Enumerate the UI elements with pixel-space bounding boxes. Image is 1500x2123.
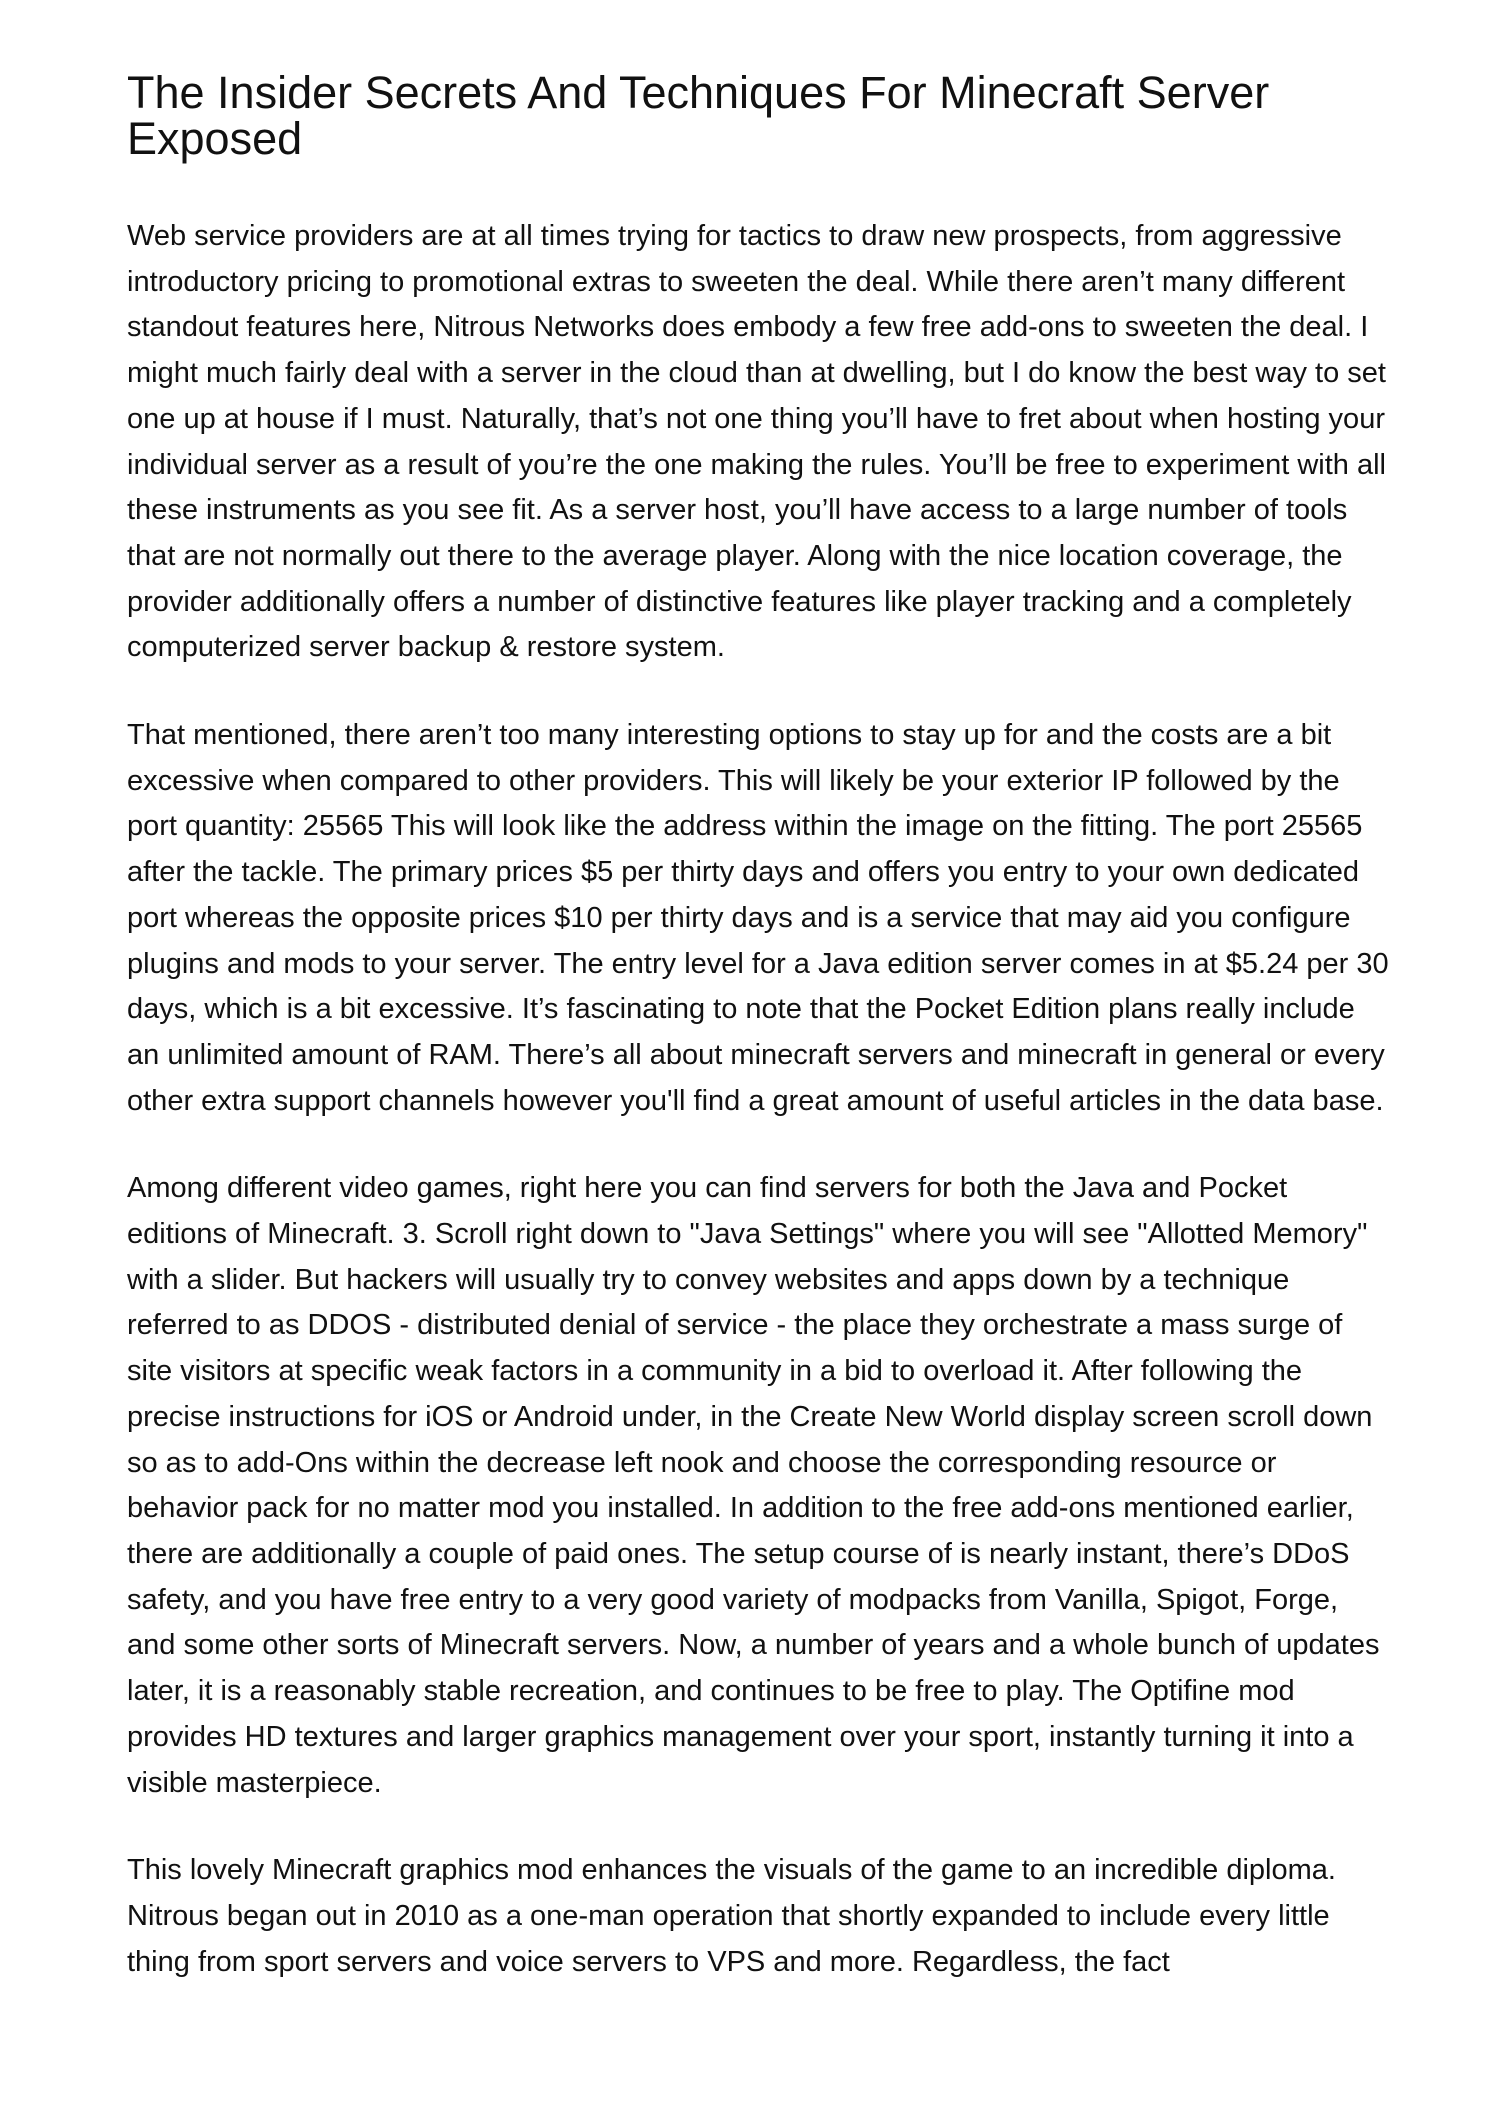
paragraph-1: Web service providers are at all times trying for tactics to draw new prospects, from aggressive introductory pricing to promotional extras to sweeten the deal. While there aren’t many different standout features here, Nitrous Networks does embody a few free add-ons to sweeten the deal. I might much fairly deal with a server in the cloud than at dwelling, but I do know the best way to set one up at house if I must. Naturally, that’s not one thing you’ll have to fret about when hosting your individual server as a result of you’re the one making the rules. You’ll be free to experiment with all these instruments as you see fit. As a server host, you’ll have access to a large number of tools that are not normally out there to the average player. Along with the nice location coverage, the provider additionally offers a number of distinctive features like player tracking and a completely computerized server backup & restore system. [127, 220, 1386, 664]
document-title: The Insider Secrets And Techniques For Minecraft Server Exposed [127, 67, 1270, 164]
paragraph-4: This lovely Minecraft graphics mod enhances the visuals of the game to an incredible diploma. Nitrous began out in 2010 as a one-man operation that shortly expanded to include every little thing from sport servers and voice servers to VPS and more. Regardless, the fact [127, 1854, 1336, 1978]
document-body [127, 214, 1389, 2027]
paragraph-3: Among different video games, right here you can find servers for both the Java and Pocket editions of Minecraft. 3. Scroll right down to "Java Settings" where you will see "Allotted Memory" with a slider. But hackers will usually try to convey websites and apps down by a technique referred to as DDOS - distributed denial of service - the place they orchestrate a mass surge of site visitors at specific weak factors in a community in a bid to overload it. After following the precise instructions for iOS or Android under, in the Create New World display screen scroll down so as to add-Ons within the decrease left nook and choose the corresponding resource or behavior pack for no matter mod you installed. In addition to the free add-ons mentioned earlier, there are additionally a couple of paid ones. The setup course of is nearly instant, there’s DDoS safety, and you have free entry to a very good variety of modpacks from Vanilla, Spigot, Forge, and some other sorts of Minecraft servers. Now, a number of years and a whole bunch of updates later, it is a reasonably stable recreation, and continues to be free to play. The Optifine mod provides HD textures and larger graphics management over your sport, instantly turning it into a visible masterpiece. [127, 1172, 1380, 1799]
paragraph-2: That mentioned, there aren’t too many interesting options to stay up for and the costs are a bit excessive when compared to other providers. This will likely be your exterior IP followed by the port quantity: 25565 This will look like the address within the image on the fitting. The port 25565 after the tackle. The primary prices $5 per thirty days and offers you entry to your own dedicated port whereas the opposite prices $10 per thirty days and is a service that may aid you configure plugins and mods to your server. The entry level for a Java edition server comes in at $5.24 per 30 days, which is a bit excessive. It’s fascinating to note that the Pocket Edition plans really include an unlimited amount of RAM. There’s all about minecraft servers and minecraft in general or every other extra support channels however you'll find a great amount of useful articles in the data base. [127, 719, 1389, 1117]
